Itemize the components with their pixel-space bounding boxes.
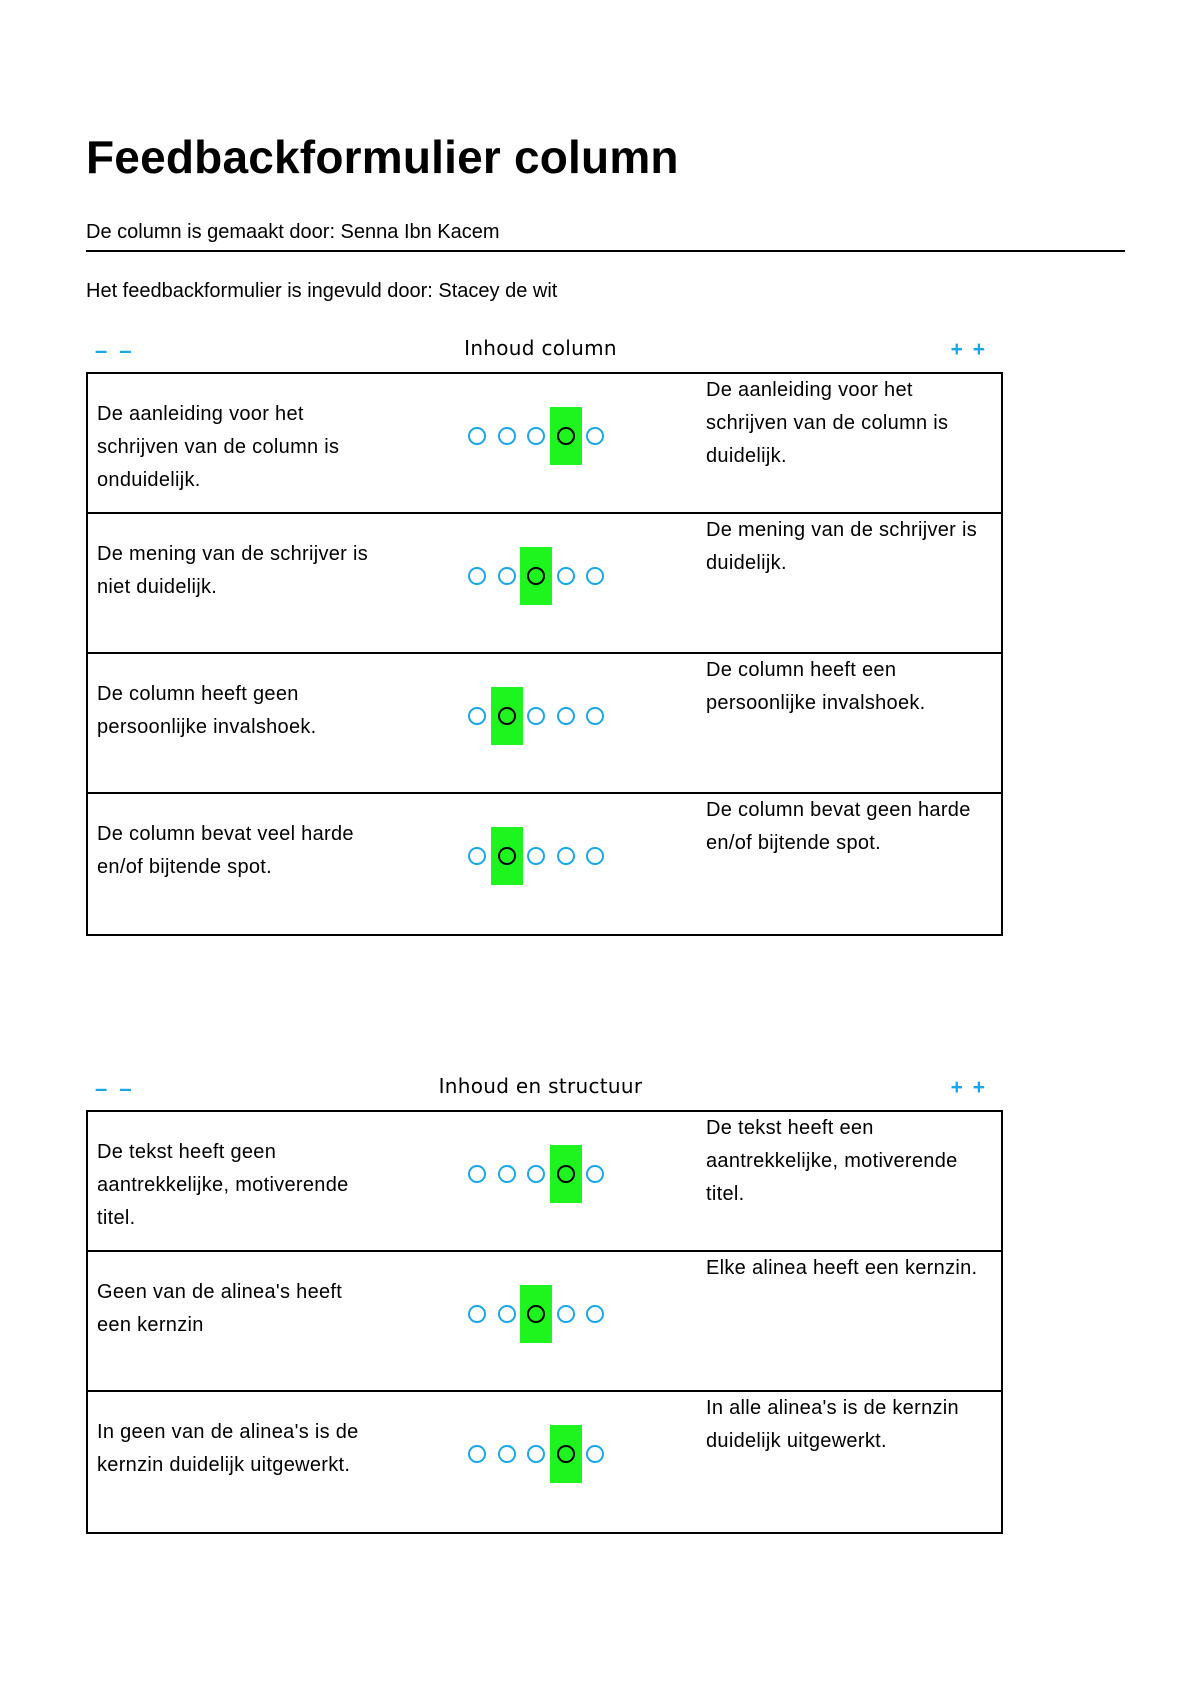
negative-statement: In geen van de alinea's is de kernzin duidelijk uitgewerkt. bbox=[97, 1421, 359, 1476]
rating-option[interactable] bbox=[586, 1165, 604, 1183]
negative-statement: De column bevat veel harde en/of bijtende spot. bbox=[97, 823, 354, 878]
minus-label: – – bbox=[95, 338, 135, 363]
rating-option-selected[interactable] bbox=[498, 847, 516, 865]
rating-option[interactable] bbox=[498, 1445, 516, 1463]
table-row bbox=[88, 1250, 1001, 1390]
positive-statement: Elke alinea heeft een kernzin. bbox=[706, 1257, 978, 1279]
rating-option[interactable] bbox=[498, 1305, 516, 1323]
rating-option[interactable] bbox=[468, 847, 486, 865]
rating-option[interactable] bbox=[468, 427, 486, 445]
plus-label: + + bbox=[950, 1076, 987, 1099]
rating-option[interactable] bbox=[557, 847, 575, 865]
rating-option[interactable] bbox=[527, 1165, 545, 1183]
table-row bbox=[88, 1390, 1001, 1534]
negative-statement: Geen van de alinea's heeft een kernzin bbox=[97, 1281, 343, 1336]
section-title: Inhoud en structuur bbox=[438, 1074, 643, 1098]
rating-option[interactable] bbox=[468, 567, 486, 585]
rating-scale[interactable] bbox=[468, 1145, 618, 1203]
rating-option[interactable] bbox=[498, 427, 516, 445]
rating-option[interactable] bbox=[557, 567, 575, 585]
rating-option[interactable] bbox=[586, 1305, 604, 1323]
negative-statement: De mening van de schrijver is niet duidelijk. bbox=[97, 543, 369, 598]
rating-option[interactable] bbox=[468, 1305, 486, 1323]
rating-option[interactable] bbox=[527, 427, 545, 445]
rating-option[interactable] bbox=[586, 427, 604, 445]
rating-option[interactable] bbox=[527, 847, 545, 865]
negative-statement: De aanleiding voor het schrijven van de column is onduidelijk. bbox=[97, 403, 340, 491]
rating-option[interactable] bbox=[498, 567, 516, 585]
rating-option[interactable] bbox=[468, 1165, 486, 1183]
rating-scale[interactable] bbox=[468, 687, 618, 745]
rating-option[interactable] bbox=[498, 1165, 516, 1183]
table-row bbox=[88, 792, 1001, 936]
feedback-table-inhoud-column bbox=[86, 372, 1003, 936]
rating-scale[interactable] bbox=[468, 407, 618, 465]
rating-option[interactable] bbox=[586, 567, 604, 585]
rating-option-selected[interactable] bbox=[527, 1305, 545, 1323]
positive-statement: De column heeft een persoonlijke invalshoek. bbox=[706, 659, 926, 714]
rating-option[interactable] bbox=[557, 707, 575, 725]
positive-statement: De mening van de schrijver is duidelijk. bbox=[706, 519, 978, 574]
plus-label: + + bbox=[950, 338, 987, 361]
rating-option[interactable] bbox=[527, 1445, 545, 1463]
rating-scale[interactable] bbox=[468, 1425, 618, 1483]
rating-option[interactable] bbox=[527, 707, 545, 725]
table-row bbox=[88, 652, 1001, 792]
section-header-inhoud-column bbox=[86, 338, 995, 368]
rating-option-selected[interactable] bbox=[557, 427, 575, 445]
rating-option[interactable] bbox=[468, 1445, 486, 1463]
rating-scale[interactable] bbox=[468, 547, 618, 605]
positive-statement: In alle alinea's is de kernzin duidelijk uitgewerkt. bbox=[706, 1397, 959, 1452]
table-row bbox=[88, 372, 1001, 512]
positive-statement: De aanleiding voor het schrijven van de column is duidelijk. bbox=[706, 379, 949, 467]
page-title: Feedbackformulier column bbox=[86, 131, 679, 183]
rating-option-selected[interactable] bbox=[557, 1445, 575, 1463]
rating-option[interactable] bbox=[586, 1445, 604, 1463]
table-row bbox=[88, 1110, 1001, 1250]
rating-option[interactable] bbox=[557, 1305, 575, 1323]
rating-option-selected[interactable] bbox=[527, 567, 545, 585]
rating-option[interactable] bbox=[586, 707, 604, 725]
positive-statement: De tekst heeft een aantrekkelijke, motiverende titel. bbox=[706, 1117, 958, 1205]
positive-statement: De column bevat geen harde en/of bijtende spot. bbox=[706, 799, 971, 854]
section-header-inhoud-en-structuur bbox=[86, 1076, 995, 1106]
divider-line bbox=[86, 250, 1125, 252]
rating-option-selected[interactable] bbox=[498, 707, 516, 725]
negative-statement: De column heeft geen persoonlijke invalshoek. bbox=[97, 683, 317, 738]
made-by-line: De column is gemaakt door: Senna Ibn Kacem bbox=[86, 221, 500, 243]
negative-statement: De tekst heeft geen aantrekkelijke, motiverende titel. bbox=[97, 1141, 349, 1229]
minus-label: – – bbox=[95, 1076, 135, 1101]
feedback-table-inhoud-en-structuur bbox=[86, 1110, 1003, 1534]
rating-option[interactable] bbox=[586, 847, 604, 865]
rating-scale[interactable] bbox=[468, 827, 618, 885]
table-row bbox=[88, 512, 1001, 652]
rating-scale[interactable] bbox=[468, 1285, 618, 1343]
rating-option[interactable] bbox=[468, 707, 486, 725]
filled-by-line: Het feedbackformulier is ingevuld door: Stacey de wit bbox=[86, 280, 558, 302]
section-title: Inhoud column bbox=[464, 336, 617, 360]
rating-option-selected[interactable] bbox=[557, 1165, 575, 1183]
